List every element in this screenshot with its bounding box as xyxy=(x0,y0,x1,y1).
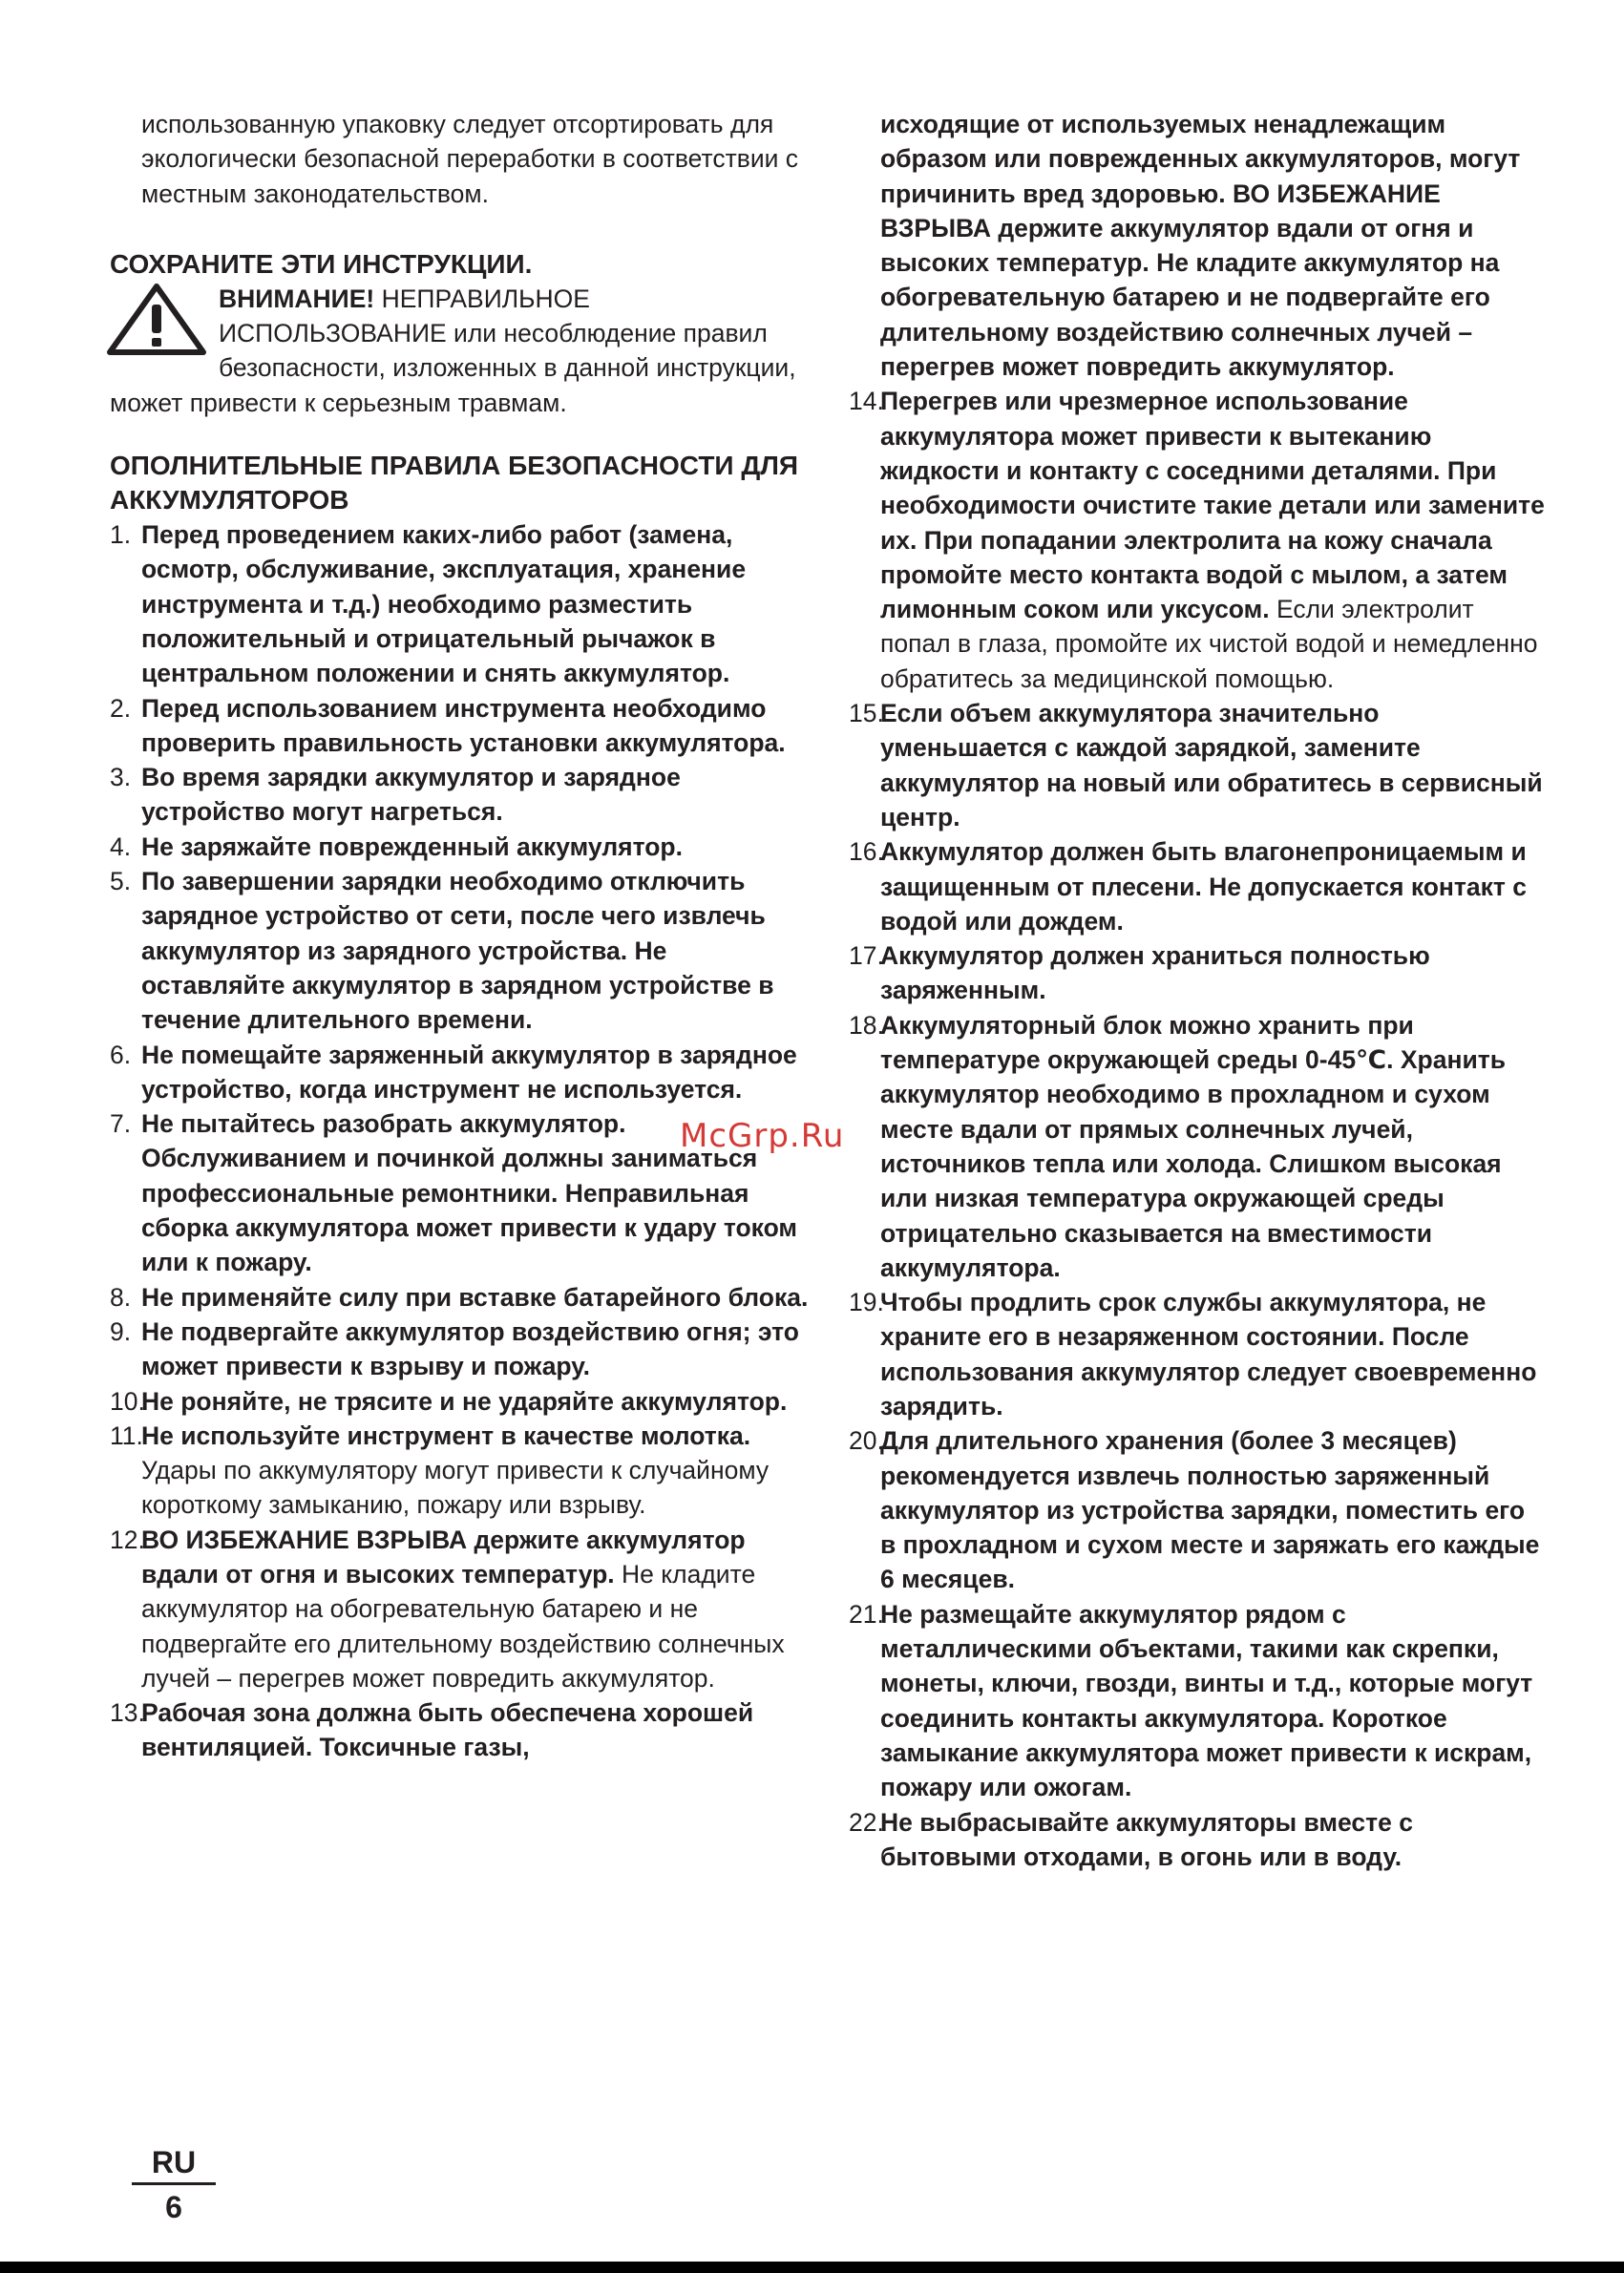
rule-number: 11. xyxy=(110,1421,143,1450)
rule-bold-text: Не выбрасывайте аккумуляторы вместе с бытовыми отходами, в огонь или в воду. xyxy=(880,1807,1413,1871)
rule-bold-text: Для длительного хранения (более 3 месяцев) рекомендуется извлечь полностью заряженный аккумулятор из устройства зарядки, поместить его в прохладном и сухом месте и заряжать его каждые 6 месяцев. xyxy=(880,1426,1540,1594)
warning-body: НЕПРАВИЛЬНОЕ ИСПОЛЬЗОВАНИЕ или несоблюдение правил безопасности, изложенных в данной инструкции, может привести к серьезным травмам. xyxy=(110,284,796,417)
left-column xyxy=(110,107,812,1765)
rule-number: 12. xyxy=(110,1525,145,1554)
rule-item xyxy=(849,1008,1546,1285)
rule-bold-text: Не подвергайте аккумулятор воздействию огня; это может привести к взрыву и пожару. xyxy=(141,1316,799,1381)
rule-number: 15. xyxy=(849,699,884,728)
rule-item xyxy=(849,834,1546,938)
right-rules-list xyxy=(849,384,1546,1874)
rule-bold-text: Перед проведением каких-либо работ (замена, осмотр, обслуживание, эксплуатация, хранение инструмента и т.д.) необходимо разместить положительный и отрицательный рычажок в центральном положении и снять аккумулятор. xyxy=(141,520,747,688)
right-column xyxy=(849,107,1546,1874)
rule-number: 1. xyxy=(110,520,132,550)
rule-bold-text: Не роняйте, не трясите и не ударяйте аккумулятор. xyxy=(141,1386,788,1416)
warning-block xyxy=(110,282,812,420)
rule-bold-text: ВО ИЗБЕЖАНИЕ ВЗРЫВА держите аккумулятор вдали от огня и высоких температур. xyxy=(141,1525,746,1589)
battery-rules-heading: ОПОЛНИТЕЛЬНЫЕ ПРАВИЛА БЕЗОПАСНОСТИ ДЛЯ АККУМУЛЯТОРОВ xyxy=(110,451,799,516)
rule-item xyxy=(110,1280,812,1315)
rule-normal-text: Удары по аккумулятору могут привести к случайному короткому замыканию, пожару или взрыву. xyxy=(141,1456,770,1520)
rule-bold-text: Перегрев или чрезмерное использование аккумулятора может привести к вытеканию жидкости и контакту с соседними деталями. При необходимости очистите такие детали или замените их. При попадании электролита на кожу сначала промойте место контакта водой с мылом, а затем лимонным соком или уксусом. xyxy=(880,387,1545,624)
rule-bold-text: Если объем аккумулятора значительно уменьшается с каждой зарядкой, замените аккумулятор на новый или обратитесь в сервисный центр. xyxy=(880,699,1543,831)
rule-bold-text: По завершении зарядки необходимо отключить зарядное устройство от сети, после чего извлечь аккумулятор из зарядного устройства. Не оставляйте аккумулятор в зарядном устройстве в течение длительного времени. xyxy=(141,867,774,1035)
rule-number: 21. xyxy=(849,1599,884,1629)
rule-item xyxy=(849,938,1546,1008)
rule-number: 22. xyxy=(849,1807,884,1837)
rule-item xyxy=(849,1285,1546,1423)
rule-bold-text: Рабочая зона должна быть обеспечена хорошей вентиляцией. Токсичные газы, xyxy=(141,1698,754,1762)
rule-bold-text: Во время зарядки аккумулятор и зарядное устройство могут нагреться. xyxy=(141,763,681,827)
rule-number: 9. xyxy=(110,1316,132,1346)
rule-number: 16. xyxy=(849,837,884,867)
rule-number: 8. xyxy=(110,1282,132,1312)
save-instructions-heading: СОХРАНИТЕ ЭТИ ИНСТРУКЦИИ. xyxy=(110,248,533,279)
rule-number: 18. xyxy=(849,1010,884,1040)
page-footer xyxy=(132,2144,216,2229)
page-number: 6 xyxy=(165,2190,182,2224)
rule-bold-text: Перед использованием инструмента необходимо проверить правильность установки аккумулятора. xyxy=(141,693,786,757)
rule-number: 4. xyxy=(110,831,132,861)
rule-item xyxy=(110,1384,812,1419)
rule-bold-text: Не используйте инструмент в качестве молотка. xyxy=(141,1421,751,1450)
rule-item xyxy=(110,1419,812,1523)
rule-item xyxy=(110,760,812,830)
warning-text xyxy=(110,282,812,420)
rule-number: 5. xyxy=(110,867,132,896)
rule-item xyxy=(110,517,812,690)
rule-number: 2. xyxy=(110,693,132,723)
rule-item xyxy=(110,864,812,1037)
rule-bold-text: Чтобы продлить срок службы аккумулятора, не храните его в незаряженном состоянии. После использования аккумулятор следует своевременно зарядить. xyxy=(880,1288,1537,1421)
rule-normal-text: Если электролит попал в глаза, промойте их чистой водой и немедленно обратитесь за медицинской помощью. xyxy=(880,595,1538,693)
rule-item xyxy=(849,1597,1546,1805)
rule-item xyxy=(849,1805,1546,1875)
bottom-edge-bar xyxy=(0,2262,1624,2273)
rule-bold-text: Не размещайте аккумулятор рядом с металлическими объектами, такими как скрепки, монеты, ключи, гвозди, винты и т.д., которые могут соединить контакты аккумулятора. Короткое замыкание аккумулятора может привести к искрам, пожару или ожогам. xyxy=(880,1599,1533,1802)
rule-normal-text: Не кладите аккумулятор на обогревательную батарею и не подвергайте его длительному воздействию солнечных лучей – перегрев может повредить аккумулятор. xyxy=(141,1559,785,1693)
rule-item xyxy=(110,1038,812,1107)
warning-triangle-icon xyxy=(106,284,207,356)
intro-paragraph: использованную упаковку следует отсортировать для экологически безопасной переработки в соответствии с местным законодательством. xyxy=(141,110,799,208)
rule-bold-text: Не пытайтесь разобрать аккумулятор. Обслуживанием и починкой должны заниматься профессиональные ремонтники. Неправильная сборка аккумулятора может привести к удару током или к пожару. xyxy=(141,1109,798,1277)
rule-item xyxy=(110,1315,812,1384)
rule-item xyxy=(849,1423,1546,1596)
rule-bold-text: Не применяйте силу при вставке батарейного блока. xyxy=(141,1282,809,1312)
rule-number: 14. xyxy=(849,387,884,416)
rule-number: 13. xyxy=(110,1698,145,1728)
language-code: RU xyxy=(132,2144,216,2185)
rule-bold-text: Аккумулятор должен храниться полностью заряженным. xyxy=(880,941,1430,1005)
rule-item xyxy=(849,696,1546,834)
rule-bold-text: Аккумуляторный блок можно хранить при температуре окружающей среды 0-45℃. Хранить аккумулятор необходимо в прохладном и сухом месте вдали от прямых солнечных лучей, источников тепла или холода. Слишком высокая или низкая температура окружающей среды отрицательно сказывается на вместимости аккумулятора. xyxy=(880,1010,1507,1282)
rule-number: 17. xyxy=(849,941,884,971)
item-13-continuation: исходящие от используемых ненадлежащим образом или поврежденных аккумуляторов, могут причинить вред здоровью. ВО ИЗБЕЖАНИЕ ВЗРЫВА держите аккумулятор вдали от огня и высоких температур. Не кладите аккумулятор на обогревательную батарею и не подвергайте его длительному воздействию солнечных лучей – перегрев может повредить аккумулятор. xyxy=(880,110,1521,382)
rule-number: 20. xyxy=(849,1426,884,1456)
warning-label: ВНИМАНИЕ! xyxy=(219,284,375,313)
rule-number: 3. xyxy=(110,763,132,792)
rule-bold-text: Не помещайте заряженный аккумулятор в зарядное устройство, когда инструмент не используется. xyxy=(141,1040,797,1104)
rule-number: 10. xyxy=(110,1386,145,1416)
rule-item xyxy=(110,830,812,864)
rule-item xyxy=(110,1695,812,1765)
rule-item xyxy=(110,1523,812,1695)
rule-item xyxy=(849,384,1546,696)
rule-bold-text: Не заряжайте поврежденный аккумулятор. xyxy=(141,831,683,861)
watermark: McGrp.Ru xyxy=(680,1117,845,1155)
rule-item xyxy=(110,691,812,761)
rule-number: 19. xyxy=(849,1288,884,1317)
rule-number: 7. xyxy=(110,1109,132,1139)
rule-number: 6. xyxy=(110,1040,132,1069)
rule-bold-text: Аккумулятор должен быть влагонепроницаемым и защищенным от плесени. Не допускается контакт с водой или дождем. xyxy=(880,837,1527,936)
